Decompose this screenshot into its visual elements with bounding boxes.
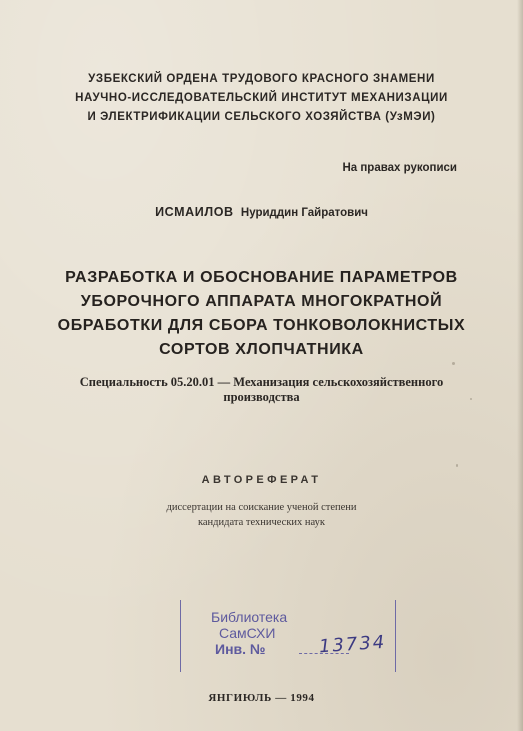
author-surname: ИСМАИЛОВ (155, 205, 234, 219)
stamp-inventory-prefix: Инв. № (215, 641, 266, 657)
specialty (0, 375, 523, 405)
degree-line-2: кандидата технических наук (197, 517, 326, 528)
library-stamp (180, 600, 396, 672)
institute-line-3: И ЭЛЕКТРИФИКАЦИИ СЕЛЬСКОГО ХОЗЯЙСТВА (УзМЭИ) (87, 111, 436, 123)
title-line-2: УБОРОЧНОГО АППАРАТА МНОГОКРАТНОЙ (80, 293, 443, 310)
rights-note: На правах рукописи (342, 162, 457, 174)
degree-description (0, 500, 523, 530)
title-line-1: РАЗРАБОТКА И ОБОСНОВАНИЕ ПАРАМЕТРОВ (65, 269, 458, 286)
author-name (0, 204, 523, 220)
specialty-line-2: производства (223, 390, 300, 404)
paper-speck (456, 464, 458, 467)
stamp-institution-label: СамСХИ (219, 625, 276, 641)
title-line-4: СОРТОВ ХЛОПЧАТНИКА (159, 341, 364, 358)
specialty-line-1: Специальность 05.20.01 — Механизация сельскохозяйственного (79, 375, 444, 389)
paper-speck (452, 362, 455, 365)
institute-line-1: УЗБЕКСКИЙ ОРДЕНА ТРУДОВОГО КРАСНОГО ЗНАМЕНИ (88, 73, 435, 85)
document-title (0, 266, 523, 362)
title-line-3: ОБРАБОТКИ ДЛЯ СБОРА ТОНКОВОЛОКНИСТЫХ (57, 317, 466, 334)
stamp-inventory-label (215, 641, 266, 657)
stamp-library-label: Библиотека (211, 609, 288, 625)
stamp-inventory-number: 13734 (318, 631, 387, 658)
degree-line-1: диссертации на соискание ученой степени (166, 502, 357, 513)
author-given-names: Нуриддин Гайратович (240, 207, 368, 219)
institute-name (0, 70, 523, 127)
city-year: ЯНГИЮЛЬ — 1994 (208, 692, 315, 704)
institute-line-2: НАУЧНО-ИССЛЕДОВАТЕЛЬСКИЙ ИНСТИТУТ МЕХАНИЗАЦИИ (75, 92, 448, 104)
abstract-label: АВТОРЕФЕРАТ (201, 474, 322, 486)
